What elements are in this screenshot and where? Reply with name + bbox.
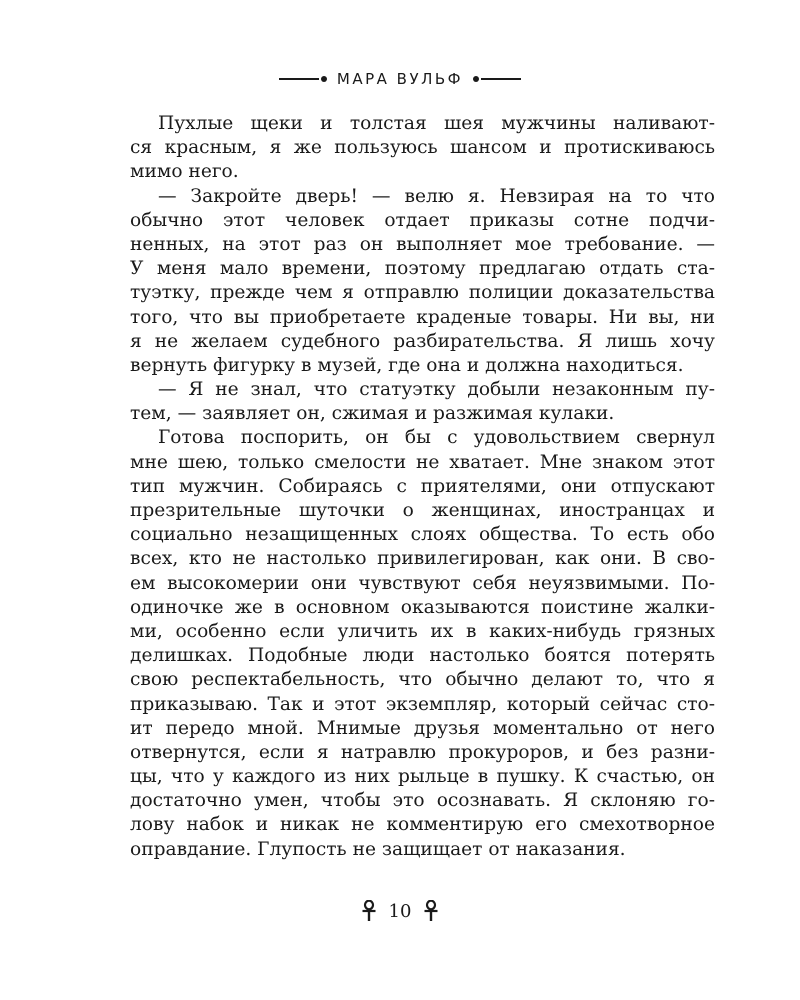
text-line: достаточно умен, чтобы это осознавать. Я склоняю го- — [130, 790, 715, 812]
text-line: ит передо мной. Мнимые друзья моментально от него — [130, 717, 715, 739]
text-line: цы, что у каждого из них рыльце в пушку. К счастью, он — [130, 766, 715, 788]
text-line: ненных, на этот раз он выполняет мое требование. — — [130, 233, 715, 255]
text-line: ми, особенно если уличить их в каких-нибудь грязных — [130, 620, 715, 642]
text-line: свою респектабельность, что обычно делают то, что я — [130, 669, 715, 691]
ankh-icon — [361, 900, 377, 922]
text-line: Готова поспорить, он бы с удовольствием свернул — [158, 427, 715, 449]
text-line: туэтку, прежде чем я отправлю полиции доказательства — [130, 282, 715, 304]
text-line: ем высокомерии они чувствуют себя неуязвимыми. По- — [130, 572, 715, 594]
text-line: лову набок и никак не комментирую его смехотворное — [130, 814, 715, 836]
text-line: тем, — заявляет он, сжимая и разжимая кулаки. — [130, 403, 615, 425]
text-line: Пухлые щеки и толстая шея мужчины наливают- — [158, 113, 715, 134]
text-line: ся красным, я же пользуюсь шансом и протискиваюсь — [130, 137, 715, 159]
text-line: я не желаем судебного разбирательства. Я лишь хочу — [130, 330, 715, 352]
body-text — [130, 112, 715, 862]
page-footer — [0, 900, 800, 922]
text-line: оправдание. Глупость не защищает от наказания. — [130, 838, 626, 860]
text-line: делишках. Подобные люди настолько боятся потерять — [130, 645, 715, 667]
text-line: того, что вы приобретаете краденые товары. Ни вы, ни — [130, 306, 715, 328]
page-number: 10 — [388, 900, 412, 922]
text-line: презрительные шуточки о женщинах, иностранцах и — [130, 500, 715, 521]
text-line: — Закройте дверь! — велю я. Невзирая на то что — [158, 185, 715, 207]
text-line: приказываю. Так и этот экземпляр, который сейчас сто- — [130, 693, 715, 715]
ankh-icon — [423, 900, 439, 922]
header-dot-left — [321, 76, 327, 82]
text-line: одиночке же в основном оказываются поистине жалки- — [130, 596, 715, 618]
text-line: всех, кто не настолько привилегирован, как они. В сво- — [130, 548, 715, 570]
text-line: — Я не знал, что статуэтку добыли незаконным пу- — [158, 379, 715, 401]
header-rule-left — [279, 78, 319, 80]
text-line: У меня мало времени, поэтому предлагаю отдать ста- — [130, 258, 715, 280]
header-rule-right — [481, 78, 521, 80]
text-line: отвернутся, если я натравлю прокуроров, и без разни- — [130, 741, 715, 763]
header-dot-right — [473, 76, 479, 82]
text-line: социально незащищенных слоях общества. То есть обо — [130, 524, 715, 546]
running-title: МАРА ВУЛЬФ — [336, 70, 464, 88]
running-head — [0, 67, 800, 91]
text-line: обычно этот человек отдает приказы сотне подчи- — [130, 209, 715, 231]
text-line: мимо него. — [130, 161, 239, 183]
text-line: мне шею, только смелости не хватает. Мне знаком этот — [130, 451, 715, 473]
text-line: вернуть фигурку в музей, где она и должна находиться. — [130, 354, 684, 376]
text-line: тип мужчин. Собираясь с приятелями, они отпускают — [130, 475, 715, 497]
